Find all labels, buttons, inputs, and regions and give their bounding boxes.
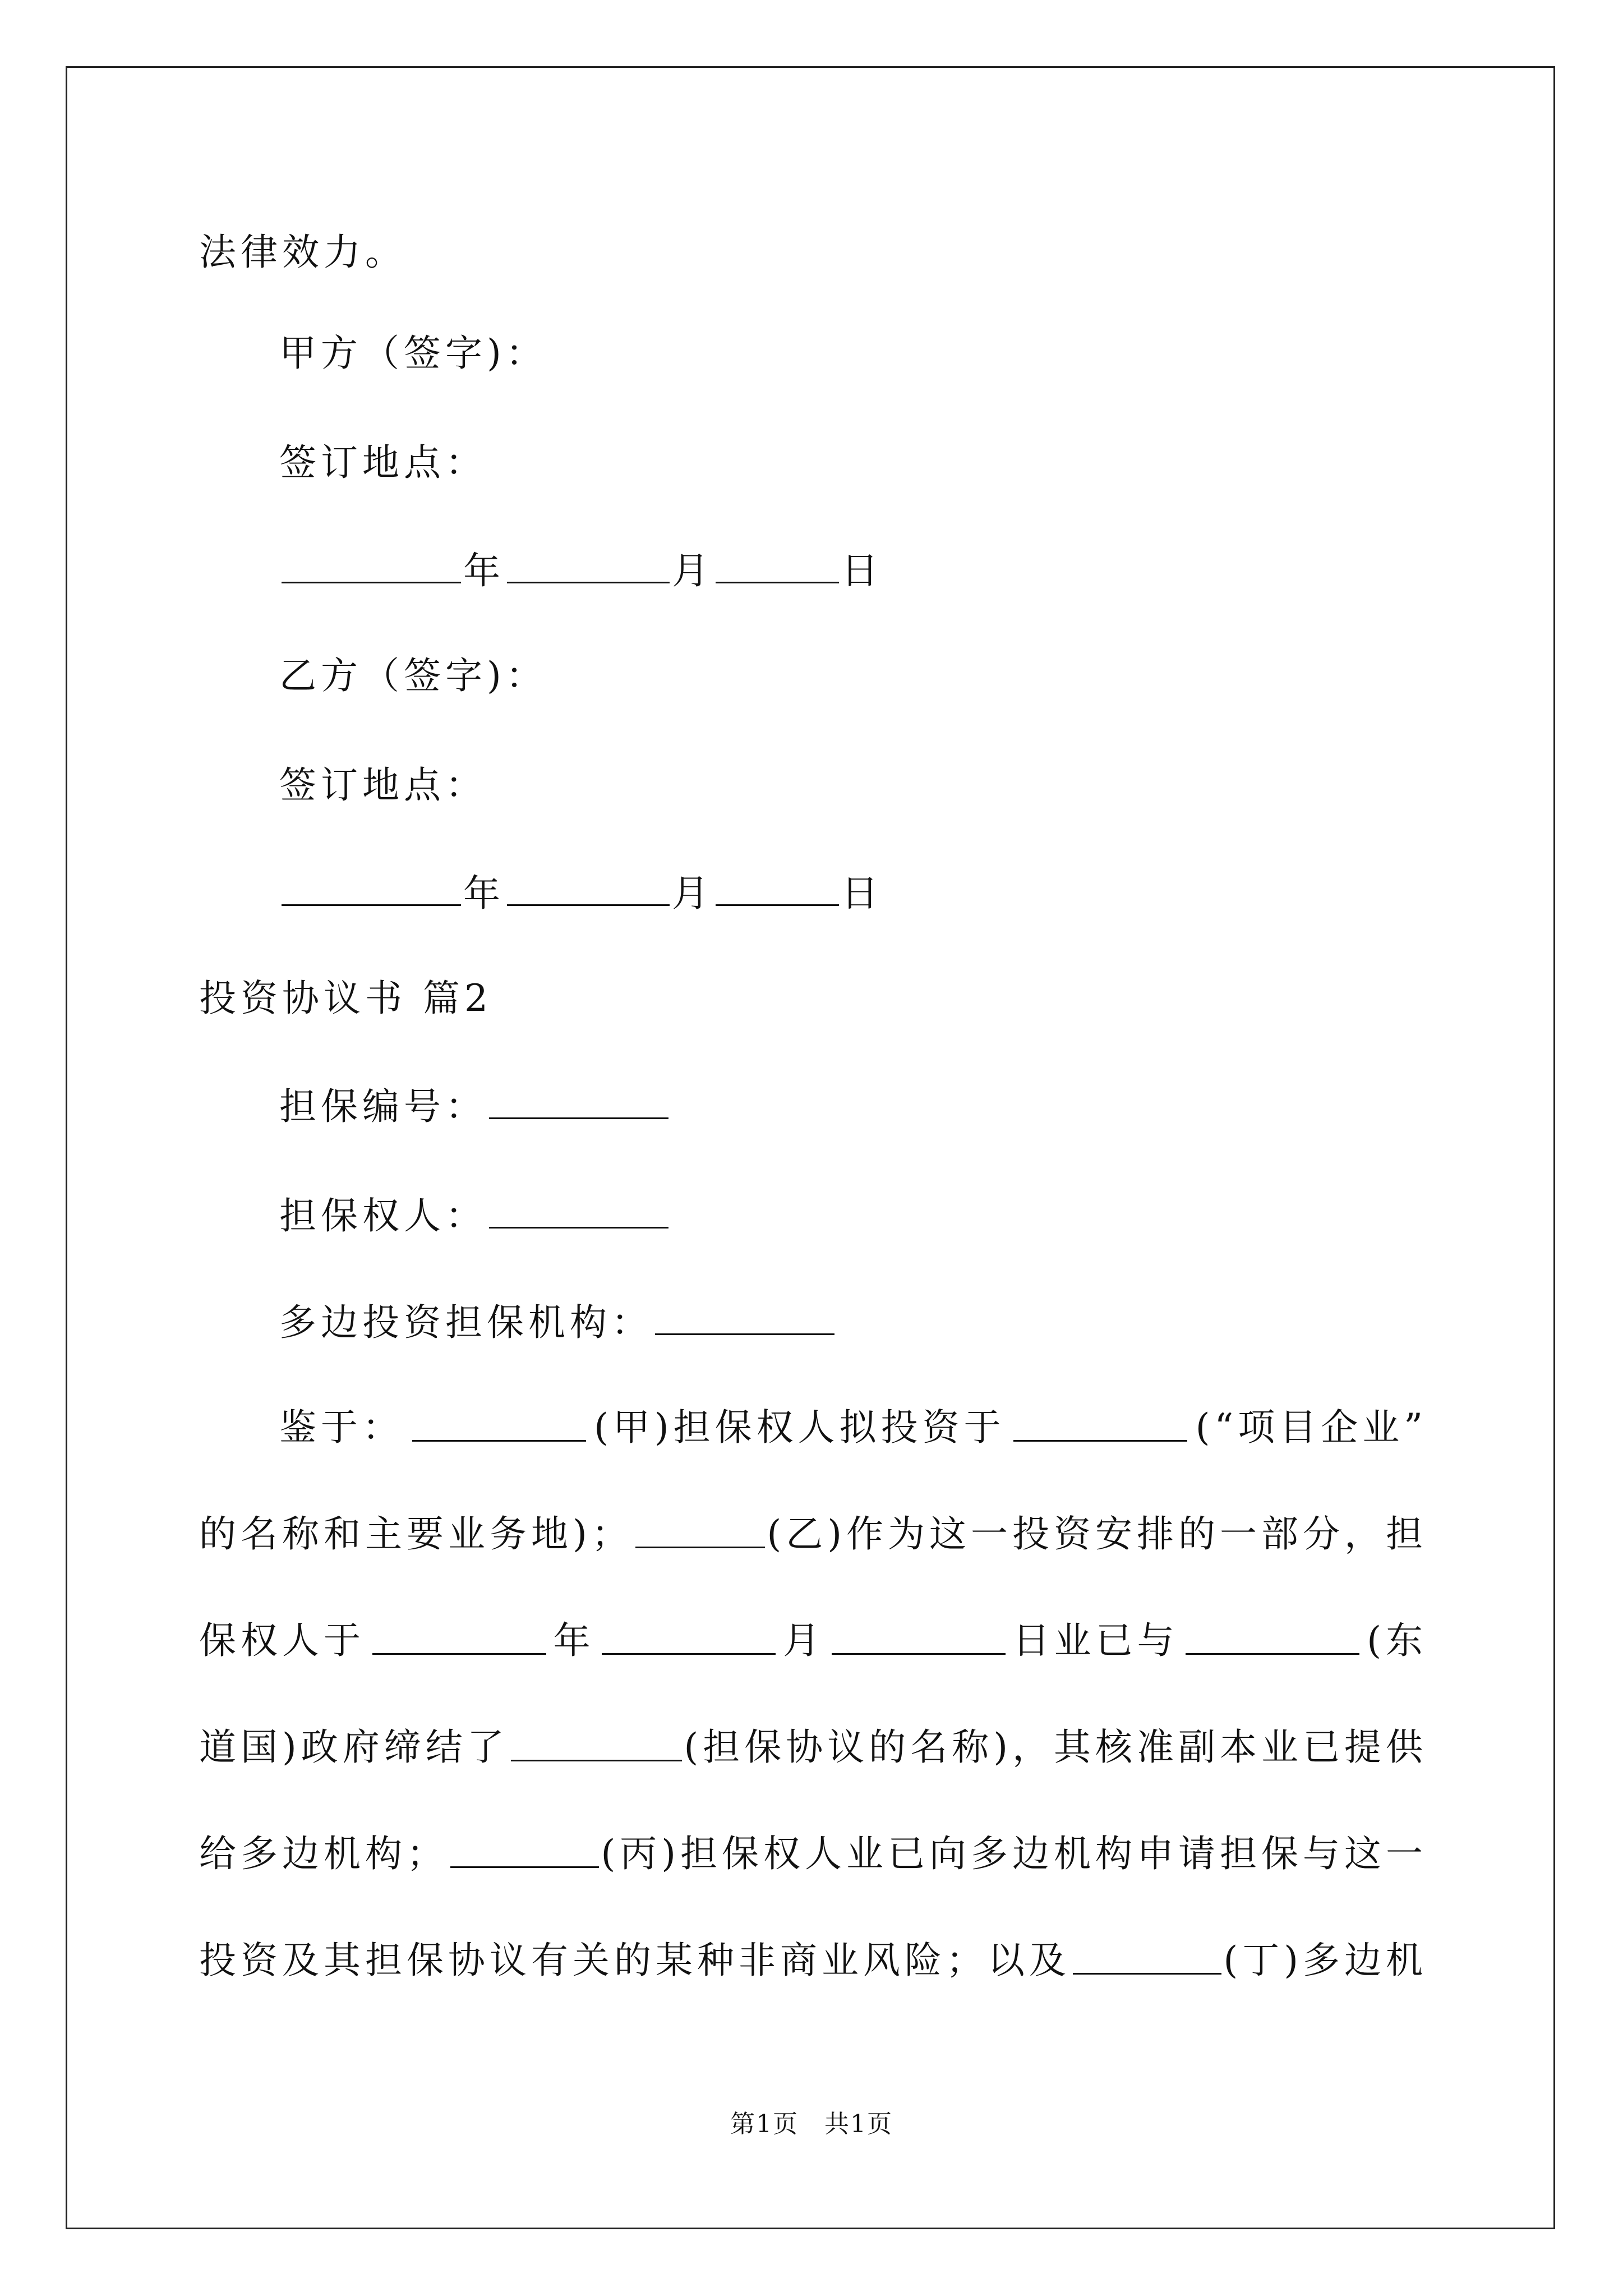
date-day-label: 日 bbox=[841, 549, 883, 592]
signing-place-a bbox=[279, 440, 487, 485]
blank-field bbox=[507, 869, 670, 906]
blank-field bbox=[511, 1725, 682, 1761]
paragraph-line bbox=[199, 1618, 1427, 1663]
blank-field bbox=[635, 1512, 765, 1548]
blank-field bbox=[282, 869, 461, 906]
date-line-b bbox=[279, 869, 883, 916]
blank-field bbox=[489, 1083, 668, 1119]
line-text: (丁)多边机 bbox=[1223, 1939, 1427, 1982]
date-day-label: 日 bbox=[841, 872, 883, 915]
line-text: 年 bbox=[553, 1619, 595, 1662]
page-footer: 第1页 共1页 bbox=[730, 2110, 893, 2138]
page-border bbox=[66, 66, 1555, 2229]
line-text: 签订地点： bbox=[279, 441, 487, 484]
line-text: (东 bbox=[1367, 1619, 1427, 1662]
blank-field bbox=[507, 547, 670, 583]
line-text: 担保编号： bbox=[279, 1085, 487, 1128]
miga-line bbox=[279, 1299, 837, 1345]
line-text: 保权人于 bbox=[199, 1619, 365, 1662]
party-b-signature bbox=[279, 654, 547, 698]
line-text: (乙)作为这一投资安排的一部分，担 bbox=[767, 1512, 1427, 1556]
line-text: 的名称和主要业务地)； bbox=[199, 1512, 633, 1556]
paragraph-line bbox=[279, 1405, 1427, 1450]
paragraph-line bbox=[199, 1725, 1427, 1770]
line-text: (担保协议的名称)，其核准副本业已提供 bbox=[684, 1726, 1427, 1769]
heading-text: 投资协议书 篇2 bbox=[199, 977, 492, 1020]
line-text: 投资及其担保协议有关的某种非商业风险；以及 bbox=[199, 1939, 1071, 1982]
paragraph-line bbox=[199, 1832, 1427, 1876]
line-text: (甲)担保权人拟投资于 bbox=[594, 1406, 1006, 1449]
blank-field bbox=[832, 1618, 1006, 1655]
line-text: 给多边机构； bbox=[199, 1832, 448, 1875]
date-month-label: 月 bbox=[672, 872, 713, 915]
blank-field bbox=[450, 1832, 599, 1868]
date-year-label: 年 bbox=[463, 549, 505, 592]
line-text: 法律效力。 bbox=[199, 231, 407, 274]
paragraph-line bbox=[199, 1512, 1427, 1557]
text-line bbox=[199, 230, 407, 275]
line-text: 月 bbox=[783, 1619, 825, 1662]
blank-field bbox=[489, 1192, 668, 1228]
date-line-a bbox=[279, 547, 883, 593]
paragraph-line bbox=[199, 1938, 1427, 1983]
line-text: 日业已与 bbox=[1012, 1619, 1179, 1662]
signing-place-b bbox=[279, 763, 487, 808]
blank-field bbox=[1073, 1938, 1221, 1975]
date-month-label: 月 bbox=[672, 549, 713, 592]
date-year-label: 年 bbox=[463, 872, 505, 915]
blank-field bbox=[372, 1618, 546, 1655]
line-text: 多边投资担保机构： bbox=[279, 1301, 653, 1344]
line-text: 甲方（签字)： bbox=[279, 332, 547, 375]
blank-field bbox=[412, 1405, 586, 1442]
line-text: 乙方（签字)： bbox=[279, 654, 547, 697]
line-text: 担保权人： bbox=[279, 1194, 487, 1237]
blank-field bbox=[282, 547, 461, 583]
section-heading bbox=[199, 976, 492, 1021]
line-text: (丙)担保权人业已向多边机构申请担保与这一 bbox=[601, 1832, 1427, 1875]
blank-field bbox=[1013, 1405, 1187, 1442]
blank-field bbox=[602, 1618, 776, 1655]
line-text: (“项目企业” bbox=[1195, 1406, 1427, 1449]
line-text: 道国)政府缔结了 bbox=[199, 1726, 509, 1769]
blank-field bbox=[716, 547, 839, 583]
guarantee-holder bbox=[279, 1192, 671, 1239]
blank-field bbox=[716, 869, 839, 906]
line-text: 签订地点： bbox=[279, 763, 487, 807]
guarantee-number bbox=[279, 1083, 671, 1129]
line-text: 鉴于： bbox=[279, 1406, 404, 1449]
blank-field bbox=[1186, 1618, 1359, 1655]
blank-field bbox=[655, 1299, 834, 1335]
party-a-signature bbox=[279, 331, 547, 376]
